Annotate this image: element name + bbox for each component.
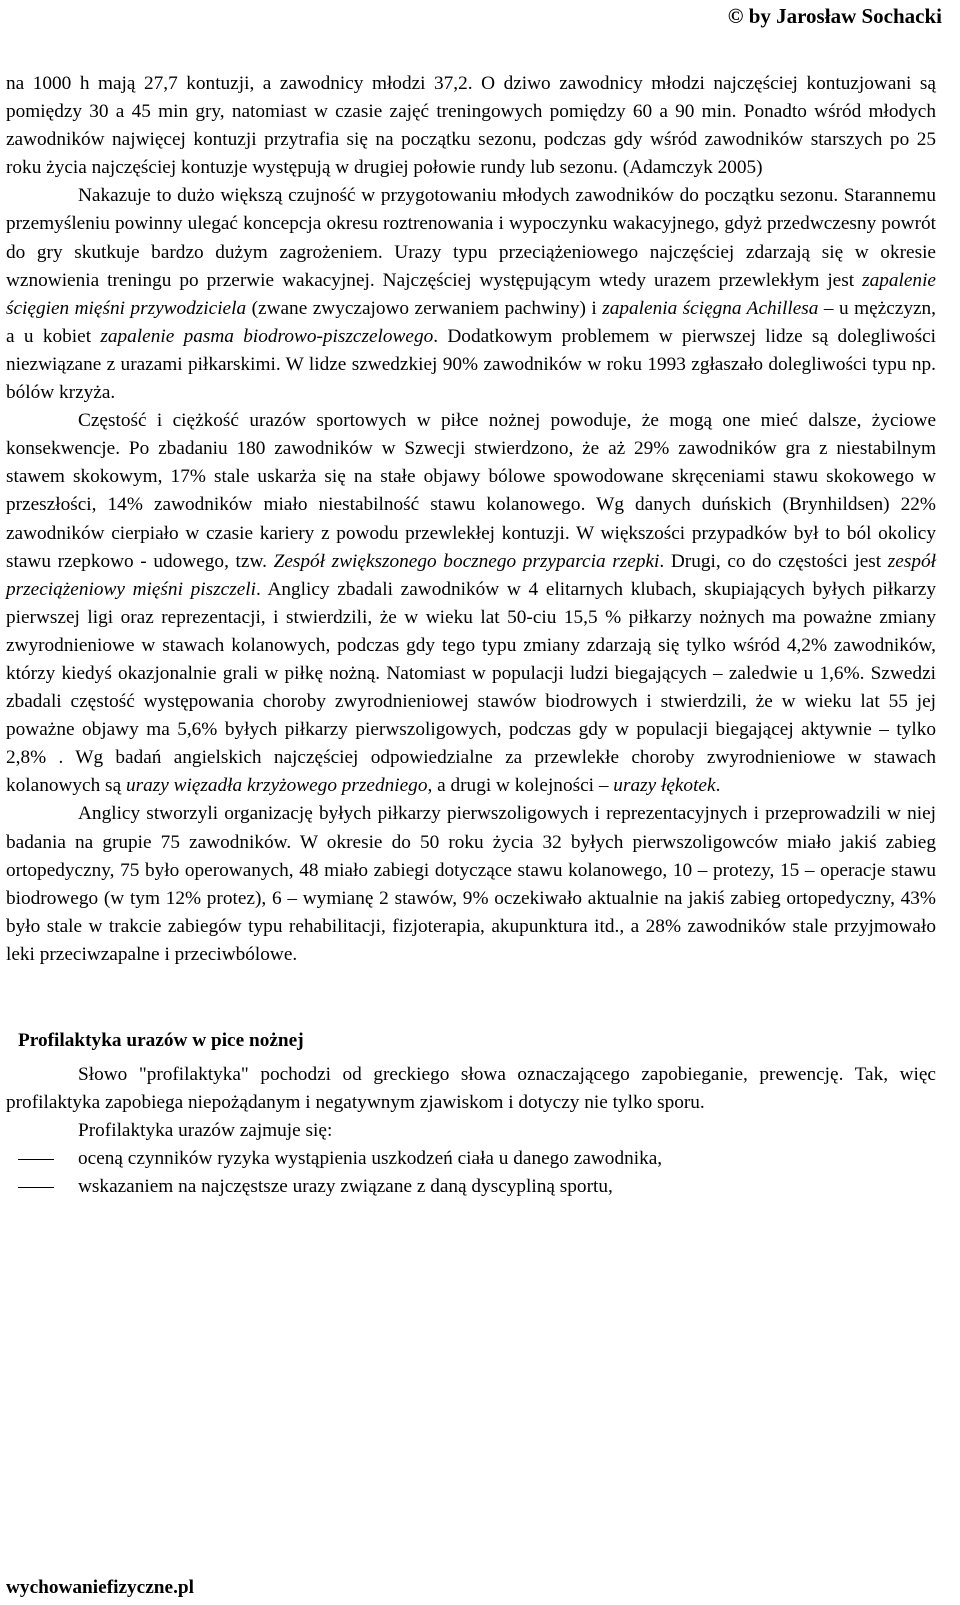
section-gap xyxy=(6,969,936,1027)
list-item xyxy=(6,1145,936,1173)
site-footer: wychowaniefizyczne.pl xyxy=(6,1577,194,1598)
paragraph xyxy=(6,407,936,800)
text-run: , a drugi w kolejności – xyxy=(427,775,614,797)
text-run: (zwane zwyczajowo zerwaniem pachwiny) i xyxy=(246,297,603,319)
text-run: – u mężczyzn, a u kobiet xyxy=(6,297,936,347)
italic-term: zapalenie ścięgien mięśni przywodziciela xyxy=(6,269,936,319)
dash-bullet-icon xyxy=(18,1159,54,1160)
italic-term: urazy łękotek xyxy=(613,775,716,797)
text-run: . Drugi, co do częstości jest xyxy=(659,550,888,572)
paragraph xyxy=(6,1117,936,1145)
list-item-text: oceną czynników ryzyka wystąpienia uszkodzeń ciała u danego zawodnika, xyxy=(78,1148,663,1170)
text-run: Słowo "profilaktyka" pochodzi od greckiego słowa oznaczającego zapobieganie, prewencję. Tak, więc profilaktyka zapobiega niepożądanym i negatywnym zjawiskom i dotyczy nie tylko sporu. xyxy=(6,1064,936,1114)
italic-term: zapalenia ścięgna Achillesa xyxy=(602,297,819,319)
copyright-header: © by Jarosław Sochacki xyxy=(727,4,942,28)
text-run: . Anglicy zbadali zawodników w 4 elitarnych klubach, skupiających byłych piłkarzy pierwszej ligi oraz reprezentacji, i stwierdzili, że w wieku lat 50-ciu 15,5 % piłkarzy nożnych ma poważne zmiany zwyrodnieniowe w stawach kolanowych, podczas gdy tego typu zmiany zdarzają się tylko wśród 4,2% zawodników, którzy kiedyś okazjonalnie grali w piłkę nożną. Natomiast w populacji ludzi biegających – zaledwie u 1,6%. Szwedzi zbadali częstość występowania choroby zwyrodnieniowej stawów biodrowych i stwierdzili, że w wieku lat 55 jej poważne objawy ma 5,6% byłych piłkarzy pierwszoligowych, podczas gdy w populacji biegającej aktywnie – tylko 2,8% . Wg badań angielskich najczęściej odpowiedzialne za przewlekłe choroby zwyrodnieniowe w stawach kolanowych są xyxy=(6,578,936,797)
dash-bullet-icon xyxy=(18,1187,54,1188)
italic-term: zapalenie pasma biodrowo-piszczelowego xyxy=(100,325,434,347)
paragraph xyxy=(6,70,936,182)
section-text xyxy=(6,1061,936,1145)
italic-term: urazy więzadła krzyżowego przedniego xyxy=(125,775,428,797)
italic-term: Zespół zwiększonego bocznego przyparcia rzepki xyxy=(273,550,660,572)
text-run: Profilaktyka urazów zajmuje się: xyxy=(78,1120,333,1142)
text-run: Nakazuje to dużo większą czujność w przygotowaniu młodych zawodników do początku sezonu. Starannemu przemyśleniu powinny ulegać koncepcja okresu roztrenowania i wypoczynku wakacyjnego, gdyż przedwczesny powrót do gry skutkuje bardzo dużym zagrożeniem. Urazy typu przeciążeniowego najczęściej zdarzają się w okresie wznowienia treningu po przerwie wakacyjnej. Najczęściej występującym wtedy urazem przewlekłym jest xyxy=(6,185,936,291)
text-run: Częstość i ciężkość urazów sportowych w piłce nożnej powoduje, że mogą one mieć dalsze, życiowe konsekwencje. Po zbadaniu 180 zawodników w Szwecji stwierdzono, że aż 29% zawodników gra z niestabilnym stawem skokowym, 17% stale uskarża się na stałe objawy bólowe spowodowane skręceniami stawu skokowego w przeszłości, 14% zawodników miało niestabilność stawu kolanowego. Wg danych duńskich (Brynhildsen) 22% zawodników cierpiało w czasie kariery z powodu przewlekłej kontuzji. W większości przypadków był to ból okolicy stawu rzepkowo - udowego, tzw. xyxy=(6,410,936,572)
paragraph xyxy=(6,1061,936,1117)
section-heading: Profilaktyka urazów w pice nożnej xyxy=(18,1030,304,1051)
list-item-text: wskazaniem na najczęstsze urazy związane z daną dyscypliną sportu, xyxy=(78,1176,613,1198)
text-run: . Dodatkowym problemem w pierwszej lidze są dolegliwości niezwiązane z urazami piłkarskimi. W lidze szwedzkiej 90% zawodników w roku 1993 zgłaszało dolegliwości typu np. bólów krzyża. xyxy=(6,325,936,404)
text-run: . xyxy=(715,775,721,797)
text-run: na 1000 h mają 27,7 kontuzji, a zawodnicy młodzi 37,2. O dziwo zawodnicy młodzi najczęściej kontuzjowani są pomiędzy 30 a 45 min gry, natomiast w czasie zajęć treningowych pomiędzy 60 a 90 min. Ponadto wśród młodych zawodników najwięcej kontuzji przytrafia się na początku sezonu, podczas gdy wśród zawodników starszych po 25 roku życia najczęściej kontuzje występują w drugiej połowie rundy lub sezonu. (Adamczyk 2005) xyxy=(6,73,936,179)
paragraph xyxy=(6,182,936,407)
dash-list xyxy=(6,1145,936,1201)
text-run: Anglicy stworzyli organizację byłych piłkarzy pierwszoligowych i reprezentacyjnych i przeprowadzili w niej badania na grupie 75 zawodników. W okresie do 50 roku życia 32 byłych pierwszoligowców miało jakiś zabieg ortopedyczny, 75 było operowanych, 48 miało zabiegi dotyczące stawu kolanowego, 10 – protezy, 15 – operacje stawu biodrowego (w tym 12% protez), 6 – wymianę 2 stawów, 9% oczekiwało aktualnie na jakiś zabieg ortopedyczny, 43% było stale w trakcie zabiegów typu rehabilitacji, fizjoterapia, akupunktura itd., a 28% zawodników stale przyjmowało leki przeciwzapalne i przeciwbólowe. xyxy=(6,803,936,965)
document-body xyxy=(6,70,936,1202)
list-item xyxy=(6,1173,936,1201)
italic-term: zespół przeciążeniowy mięśni piszczeli xyxy=(6,550,936,600)
main-text xyxy=(6,70,936,969)
paragraph xyxy=(6,800,936,969)
